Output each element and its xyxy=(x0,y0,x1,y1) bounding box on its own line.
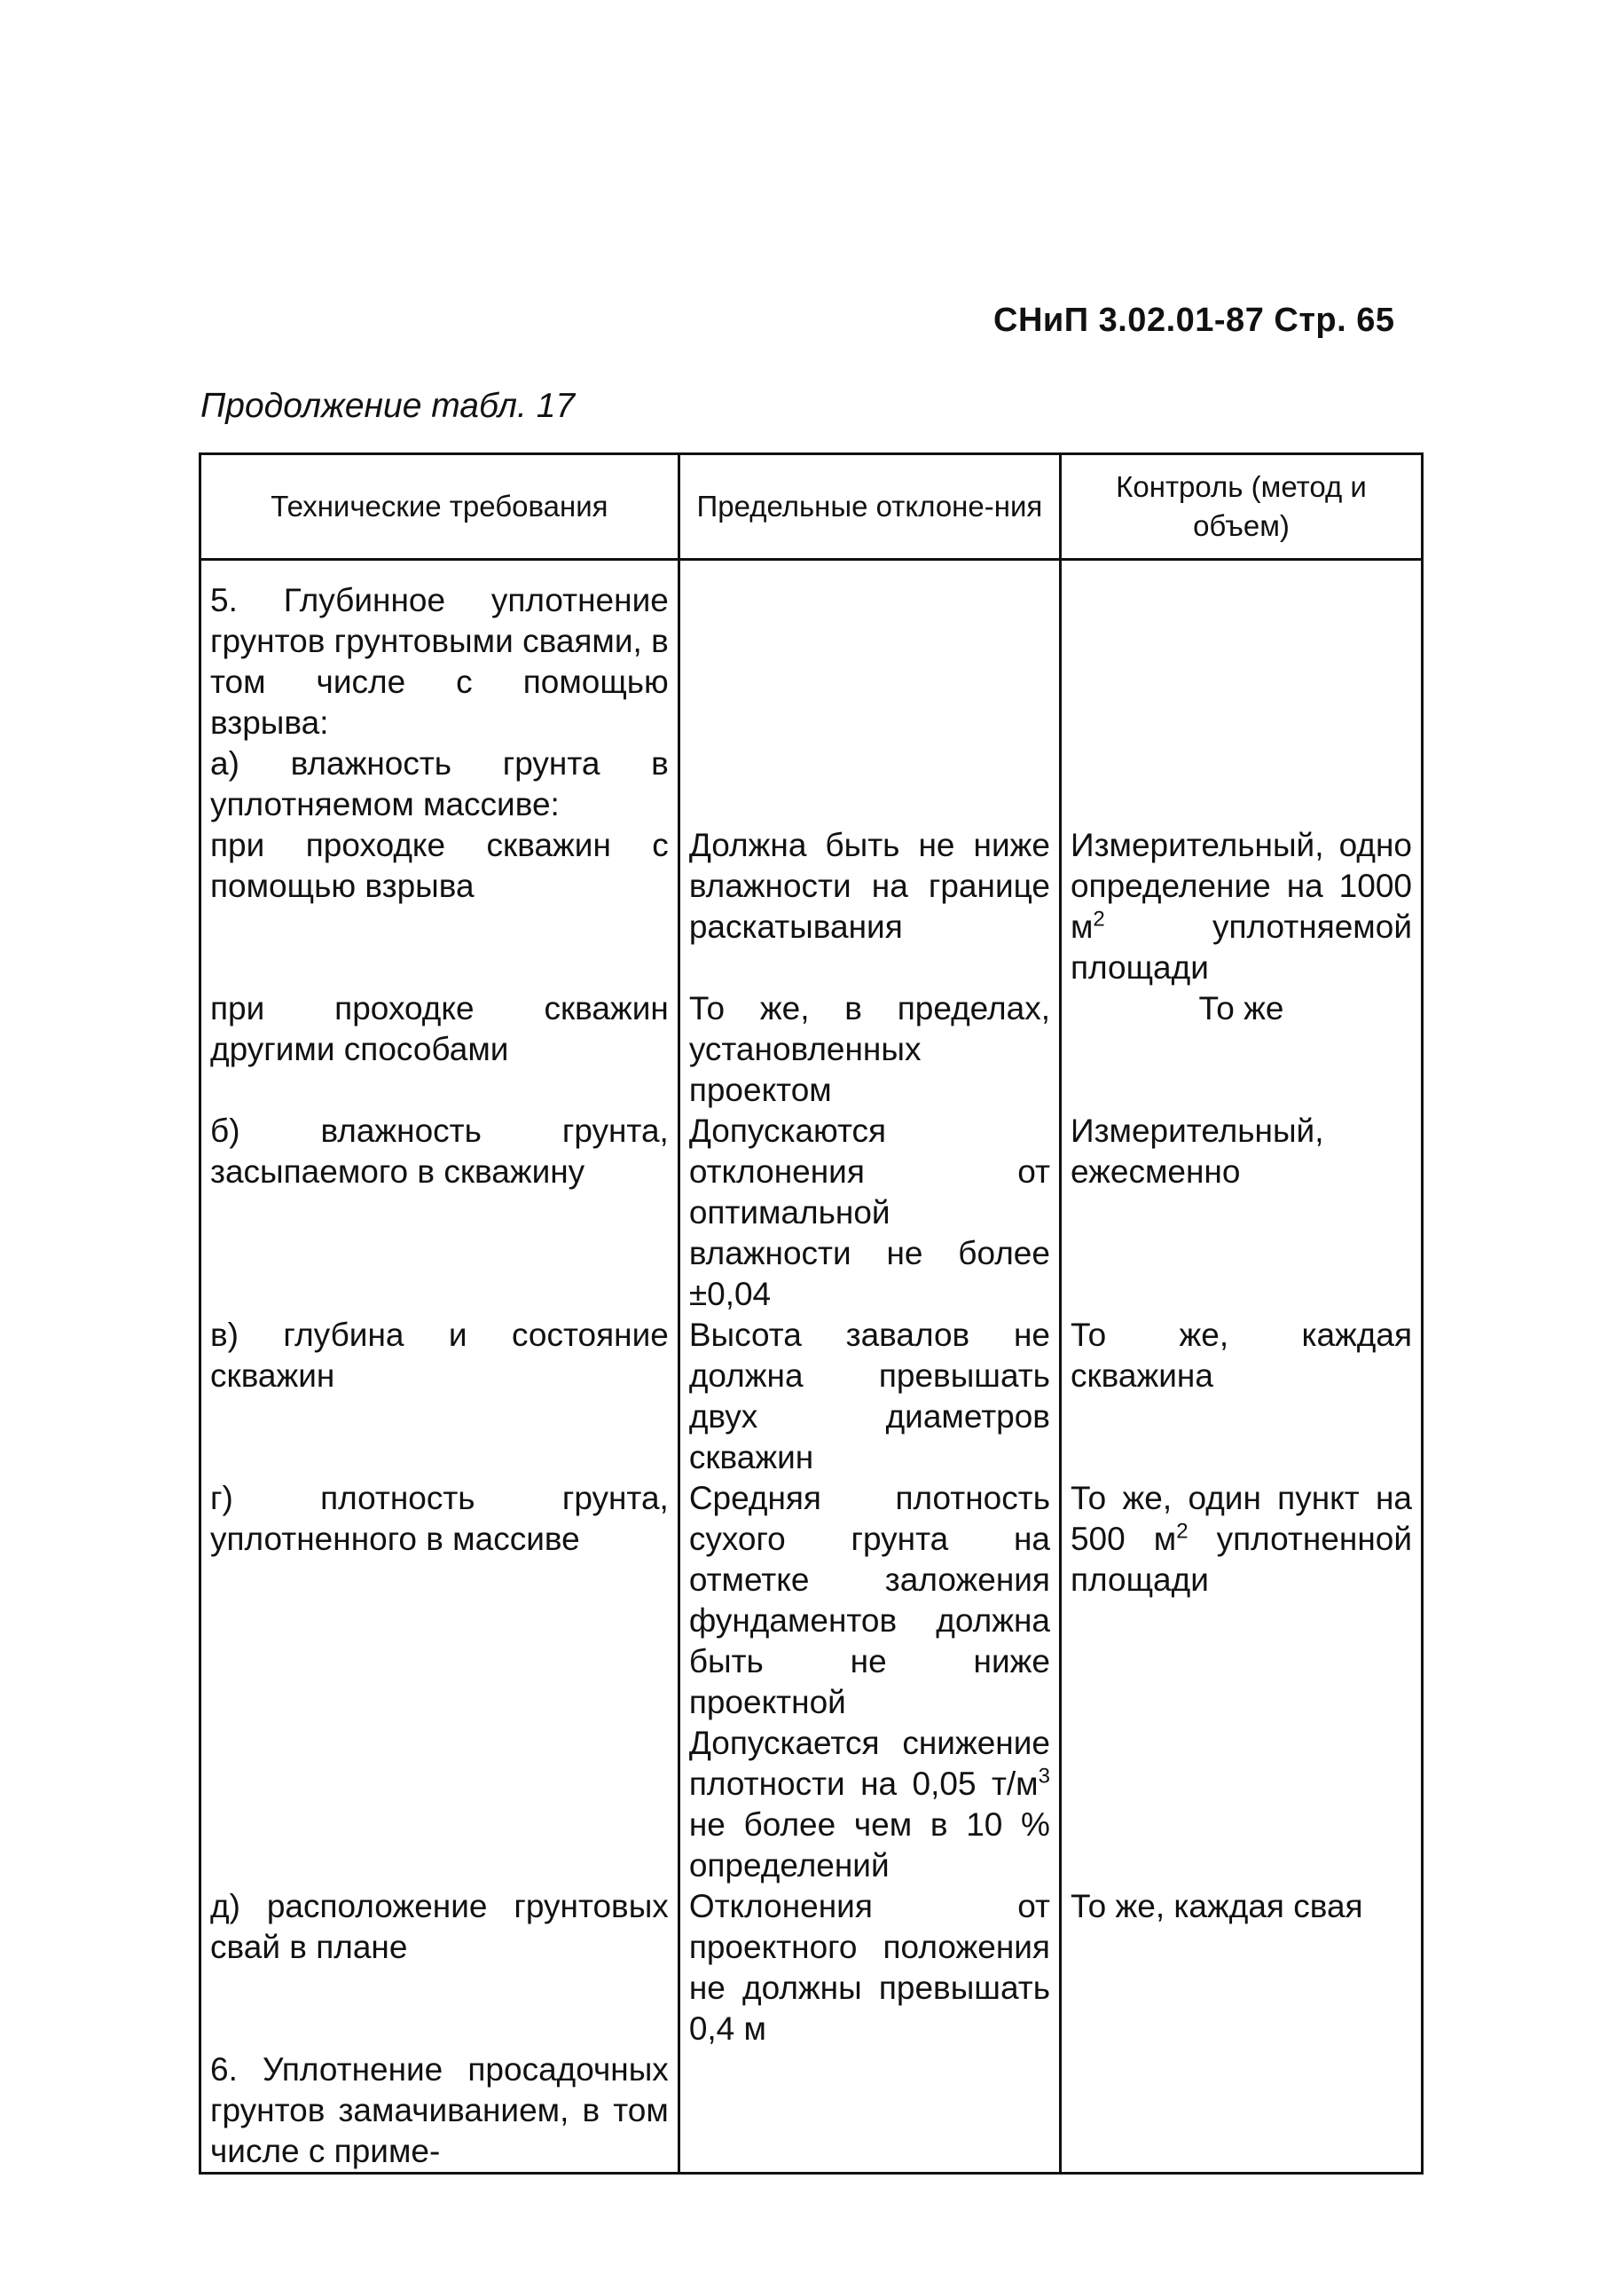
tolerance-cell: То же, в пределах, установленных проектом xyxy=(679,988,1060,1111)
tolerance-cell xyxy=(679,1478,1060,1886)
requirement-cell: а) влажность грунта в уплотняемом массиве: xyxy=(200,743,679,825)
table-row xyxy=(200,743,1423,825)
tolerance-cell: Допускаются отклонения от оптимальной влажности не более ±0,04 xyxy=(679,1111,1060,1315)
column-header-control: Контроль (метод и объем) xyxy=(1060,454,1422,560)
requirements-table xyxy=(199,452,1424,2175)
table-row xyxy=(200,825,1423,988)
requirement-cell: 6. Уплотнение просадочных грунтов замачиванием, в том числе с приме- xyxy=(200,2049,679,2174)
requirement-cell: д) расположение грунтовых свай в плане xyxy=(200,1886,679,2049)
control-cell xyxy=(1060,2049,1422,2174)
requirement-cell: 5. Глубинное уплотнение грунтов грунтовыми сваями, в том числе с помощью взрыва: xyxy=(200,560,679,744)
superscript: 2 xyxy=(1176,1519,1189,1544)
requirement-cell: при проходке скважин с помощью взрыва xyxy=(200,825,679,988)
page-reference: СНиП 3.02.01-87 Стр. 65 xyxy=(993,302,1395,339)
table-row xyxy=(200,1111,1423,1315)
tolerance-cell: Отклонения от проектного положения не должны превышать 0,4 м xyxy=(679,1886,1060,2049)
requirement-cell: при проходке скважин другими способами xyxy=(200,988,679,1111)
control-cell xyxy=(1060,1478,1422,1886)
table-row xyxy=(200,1886,1423,2049)
control-text: То же, один пункт на 500 м xyxy=(1070,1480,1412,1557)
control-cell: То же, каждая свая xyxy=(1060,1886,1422,2049)
superscript: 3 xyxy=(1038,1764,1050,1789)
control-cell xyxy=(1060,560,1422,744)
tolerance-text-part: Допускается снижение плотности на 0,05 т/м xyxy=(688,1725,1050,1802)
table-caption: Продолжение табл. 17 xyxy=(200,387,576,425)
tolerance-cell xyxy=(679,560,1060,744)
table-row xyxy=(200,1315,1423,1478)
tolerance-cell xyxy=(679,743,1060,825)
table-header-row xyxy=(200,454,1423,560)
tolerance-text xyxy=(689,1723,1050,1886)
requirement-cell: г) плотность грунта, уплотненного в массиве xyxy=(200,1478,679,1886)
requirement-cell: б) влажность грунта, засыпаемого в скважину xyxy=(200,1111,679,1315)
requirement-cell: в) глубина и состояние скважин xyxy=(200,1315,679,1478)
tolerance-text: Средняя плотность сухого грунта на отметке заложения фундаментов должна быть не ниже проектной xyxy=(688,1480,1050,1720)
control-cell: Измерительный, ежесменно xyxy=(1060,1111,1422,1315)
column-header-requirements: Технические требования xyxy=(200,454,679,560)
control-text: уплотненной площади xyxy=(1070,1521,1412,1598)
tolerance-cell: Высота завалов не должна превышать двух диаметров скважин xyxy=(679,1315,1060,1478)
control-cell xyxy=(1060,743,1422,825)
table-row xyxy=(200,560,1423,744)
table-row xyxy=(200,1478,1423,1886)
control-text: уплотняемой площади xyxy=(1070,908,1412,986)
control-cell xyxy=(1060,825,1422,988)
tolerance-cell: Должна быть не ниже влажности на границе раскатывания xyxy=(679,825,1060,988)
control-text: Измерительный, одно определение на 1000 м xyxy=(1070,827,1412,945)
table-row xyxy=(200,2049,1423,2174)
table-row xyxy=(200,988,1423,1111)
tolerance-text-part: не более чем в 10 % определений xyxy=(688,1806,1050,1884)
column-header-tolerances: Предельные отклоне-ния xyxy=(679,454,1060,560)
superscript: 2 xyxy=(1093,907,1105,932)
tolerance-cell xyxy=(679,2049,1060,2174)
control-cell: То же, каждая скважина xyxy=(1060,1315,1422,1478)
control-cell: То же xyxy=(1060,988,1422,1111)
